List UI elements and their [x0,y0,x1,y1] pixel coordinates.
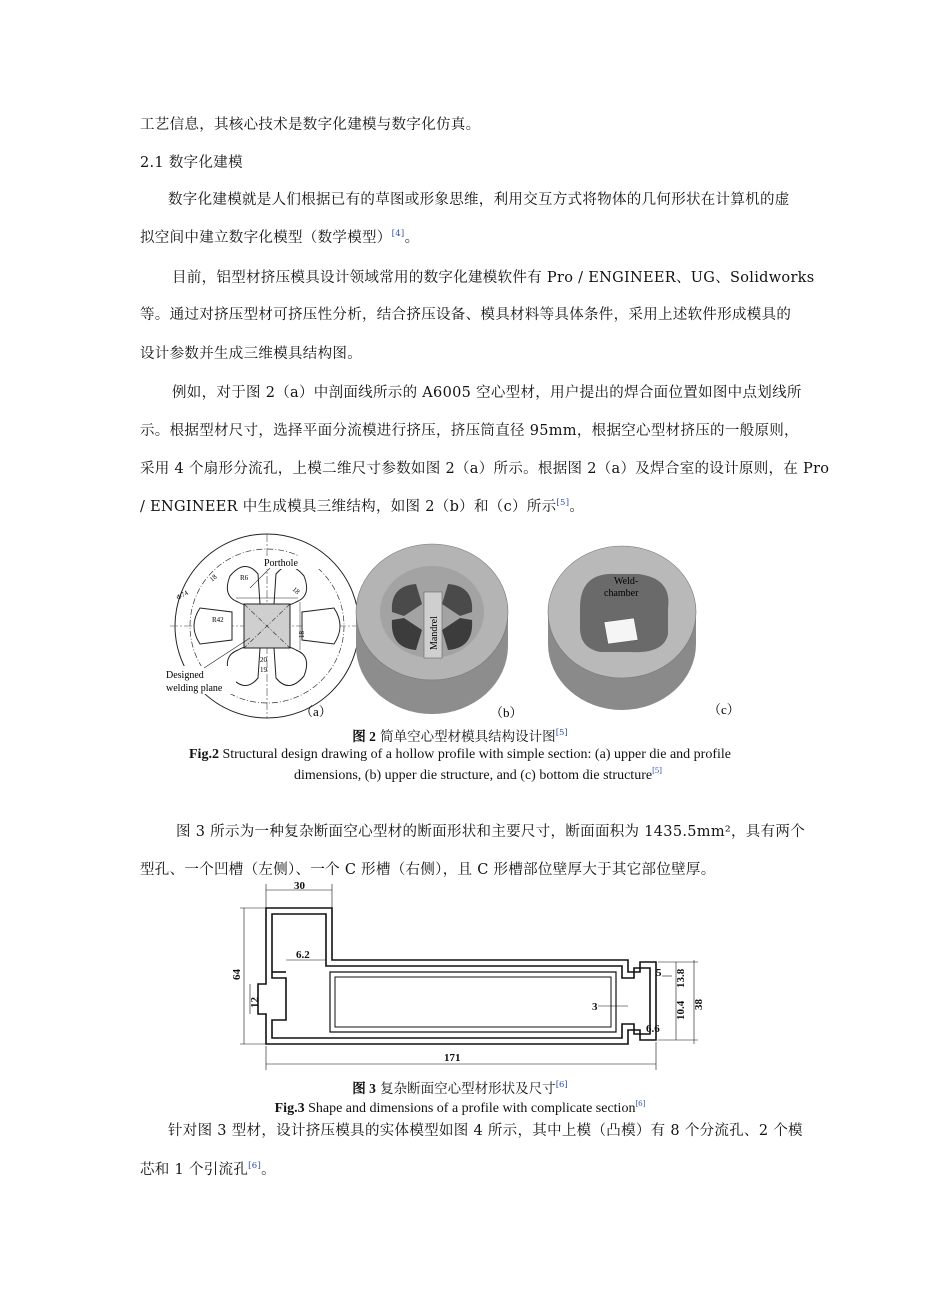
dim-label: 19 [260,666,267,674]
text-span: 。 [261,1162,276,1178]
fig3-caption-en [0,1098,920,1117]
subfig-label-b: （b） [490,705,523,720]
citation-ref[interactable]: [5] [555,728,568,738]
dim-label: 18 [290,585,302,597]
label-designed: Designed [166,670,204,681]
caption-text: 复杂断面空心型材形状及尺寸 [375,1081,556,1097]
dim-label: 18 [208,572,219,584]
dim-label: 20 [260,656,267,664]
text-line: 数字化建模就是人们根据已有的草图或形象思维，利用交互方式将物体的几何形状在计算机的虚 [168,192,790,208]
citation-ref[interactable]: [5] [556,498,570,508]
caption-label: Fig.3 [274,1101,305,1116]
label-welding-plane: welding plane [166,683,223,694]
caption-label: 图 2 [352,729,376,744]
text-line: 型孔、一个凹槽（左侧）、一个 C 形槽（右侧），且 C 形槽部位壁厚大于其它部位壁厚。 [140,862,716,878]
text-span: / ENGINEER 中生成模具三维结构，如图 2（b）和（c）所示 [140,499,557,515]
caption-label: Fig.2 [189,747,219,762]
subfig-label-a: （a） [300,704,332,719]
text-line: 针对图 3 型材，设计挤压模具的实体模型如图 4 所示，其中上模（凸模）有 8 个分流孔、2 个模 [168,1123,803,1139]
fig2-caption-en [0,747,920,763]
text-span: 拟空间中建立数字化模型（数学模型） [140,230,392,246]
dim-30: 30 [294,880,305,892]
citation-ref[interactable]: [5] [652,765,662,775]
dim-171: 171 [444,1052,461,1064]
label-mandrel: Mandrel [429,616,440,650]
dim-label: R6 [240,574,249,582]
label-chamber: chamber [604,588,639,599]
caption-text: 简单空心型材模具结构设计图 [375,729,556,745]
figure-2 [160,538,770,724]
dim-64: 64 [231,969,243,980]
text-line: 目前，铝型材挤压模具设计领域常用的数字化建模软件有 Pro / ENGINEER、UG、Solidworks [172,270,815,286]
text-line: 例如，对于图 2（a）中剖面线所示的 A6005 空心型材，用户提出的焊合面位置如图中点划线所 [172,385,802,401]
subfig-label-c: （c） [708,702,740,717]
dim-10-4: 10.4 [675,1000,687,1020]
text-line [140,1158,276,1179]
dim-13-8: 13.8 [675,968,687,988]
citation-ref[interactable]: [6] [248,1161,262,1171]
caption-text: Shape and dimensions of a profile with complicate section [304,1101,636,1116]
caption-text: dimensions, (b) upper die structure, and (c) bottom die structure [294,768,653,783]
fig2-caption-cn [0,725,920,745]
citation-ref[interactable]: [6] [555,1080,568,1090]
dim-3: 3 [592,1001,598,1013]
text-span: 。 [404,230,420,246]
text-line [140,226,419,247]
text-span: 芯和 1 个引流孔 [140,1162,249,1178]
dim-12: 12 [249,997,261,1008]
fig2b-upper-die [356,544,523,720]
label-weld: Weld- [614,576,639,587]
caption-label: 图 3 [352,1081,376,1096]
dim-label: R42 [212,616,224,624]
label-porthole: Porthole [264,558,298,569]
text-line [140,495,584,516]
fig2a-drawing [164,534,364,719]
figure-3 [231,880,706,1080]
fig3-caption-cn [0,1077,920,1097]
dim-label: Φ74 [175,588,190,602]
dim-label: 18 [298,631,306,638]
text-line: 工艺信息，其核心技术是数字化建模与数字化仿真。 [140,117,481,133]
fig2-caption-en-2 [0,765,938,784]
citation-ref[interactable]: [6] [635,1098,646,1108]
caption-text: Structural design drawing of a hollow profile with simple section: (a) upper die and profile [218,747,731,762]
section-heading: 2.1 数字化建模 [140,155,243,171]
dim-6-6: 6.6 [646,1023,660,1035]
text-line: 图 3 所示为一种复杂断面空心型材的断面形状和主要尺寸，断面面积为 1435.5mm²，具有两个 [176,824,805,840]
dim-5: 5 [656,967,662,979]
dim-6-2: 6.2 [296,949,310,961]
text-line: 设计参数并生成三维模具结构图。 [140,346,362,362]
text-line: 采用 4 个扇形分流孔，上模二维尺寸参数如图 2（a）所示。根据图 2（a）及焊合室的设计原则，在 Pro [140,461,830,477]
dim-38: 38 [693,999,705,1010]
fig2c-bottom-die [548,546,740,717]
citation-ref[interactable]: [4] [391,229,405,239]
text-line: 示。根据型材尺寸，选择平面分流模进行挤压，挤压筒直径 95mm，根据空心型材挤压的一般原则， [140,423,799,439]
text-span: 。 [569,499,585,515]
text-line: 等。通过对挤压型材可挤压性分析，结合挤压设备、模具材料等具体条件，采用上述软件形成模具的 [140,307,792,323]
